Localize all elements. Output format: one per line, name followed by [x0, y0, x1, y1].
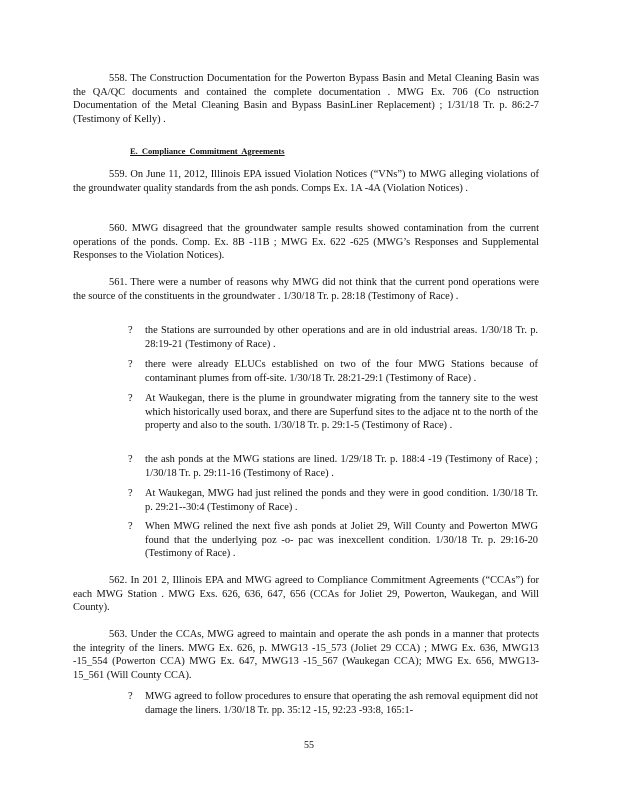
- list-item-text: the ash ponds at the MWG stations are lined. 1/29/18 Tr. p. 188:4 -19 (Testimony of Race) ; 1/30/18 Tr. p. 29:11-16 (Testimony of Race) .: [145, 454, 538, 479]
- bullet-marker: ?: [128, 325, 133, 336]
- list-item: [128, 520, 538, 561]
- bullet-marker: ?: [128, 359, 133, 370]
- list-item-text: At Waukegan, MWG had just relined the ponds and they were in good condition. 1/30/18 Tr. p. 29:21--30:4 (Testimony of Race) .: [145, 488, 538, 513]
- paragraph-560: 560. MWG disagreed that the groundwater sample results showed contamination from the current operations of the ponds. Comp. Ex. 8B -11B ; MWG Ex. 622 -625 (MWG’s Responses and Supplemental Responses to the Violation Notices).: [73, 223, 539, 261]
- paragraph-559: 559. On June 11, 2012, Illinois EPA issued Violation Notices (“VNs”) to MWG alleging violations of the groundwater quality standards from the ash ponds. Comps Ex. 1A -4A (Violation Notices) .: [73, 169, 539, 194]
- list-item-text: the Stations are surrounded by other operations and are in old industrial areas. 1/30/18 Tr. p. 28:19-21 (Testimony of Race) .: [145, 325, 538, 350]
- list-item-text: When MWG relined the next five ash ponds at Joliet 29, Will County and Powerton MWG found that the underlying poz -o- pac was inexcellent condition. 1/30/18 Tr. p. 29:16-20 (Testimony of Race) .: [145, 521, 538, 559]
- list-item: [128, 358, 538, 385]
- list-item: [128, 453, 538, 480]
- list-item: [128, 324, 538, 351]
- bullet-marker: ?: [128, 393, 133, 404]
- paragraph-561: 561. There were a number of reasons why MWG did not think that the current pond operations were the source of the constituents in the groundwater . 1/30/18 Tr. p. 28:18 (Testimony of Race) .: [73, 277, 539, 302]
- list-item: [128, 487, 538, 514]
- bullet-marker: ?: [128, 488, 133, 499]
- paragraph-558: 558. The Construction Documentation for the Powerton Bypass Basin and Metal Cleaning Basin was the QA/QC documents and contained the complete documentation . MWG Ex. 706 (Co nstruction Documentation of the Metal Cleaning Basin and Bypass BasinLiner Replacement) ; 1/31/18 Tr. p. 86:2-7 (Testimony of Kelly) .: [73, 73, 539, 125]
- page-number: 55: [304, 740, 314, 751]
- bullet-marker: ?: [128, 691, 133, 702]
- paragraph-562: 562. In 201 2, Illinois EPA and MWG agreed to Compliance Commitment Agreements (“CCAs”) for each MWG Station . MWG Exs. 626, 636, 647, 656 (CCAs for Joliet 29, Powerton, Waukegan, and Will County).: [73, 575, 539, 613]
- list-item-text: At Waukegan, there is the plume in groundwater migrating from the tannery site to the west which historically used borax, and there are Superfund sites to the adjace nt to the north of the property and also to the south. 1/30/18 Tr. p. 29:1-5 (Testimony of Race) .: [145, 393, 538, 431]
- list-item-text: MWG agreed to follow procedures to ensure that operating the ash removal equipment did not damage the liners. 1/30/18 Tr. pp. 35:12 -15, 92:23 -93:8, 165:1-: [145, 691, 538, 716]
- bullet-marker: ?: [128, 521, 133, 532]
- section-heading: E. Compliance Commitment Agreements: [130, 146, 285, 156]
- list-item-text: there were already ELUCs established on two of the four MWG Stations because of contaminant plumes from off-site. 1/30/18 Tr. 28:21-29:1 (Testimony of Race) .: [145, 359, 538, 384]
- list-item: [128, 392, 538, 433]
- list-item: [128, 690, 538, 717]
- bullet-marker: ?: [128, 454, 133, 465]
- paragraph-563: 563. Under the CCAs, MWG agreed to maintain and operate the ash ponds in a manner that protects the integrity of the liners. MWG Ex. 626, p. MWG13 -15_573 (Joliet 29 CCA) ; MWG Ex. 636, MWG13 -15_554 (Powerton CCA) MWG Ex. 647, MWG13 -15_567 (Waukegan CCA); MWG Ex. 656, MWG13-15_561 (Will County CCA).: [73, 629, 539, 681]
